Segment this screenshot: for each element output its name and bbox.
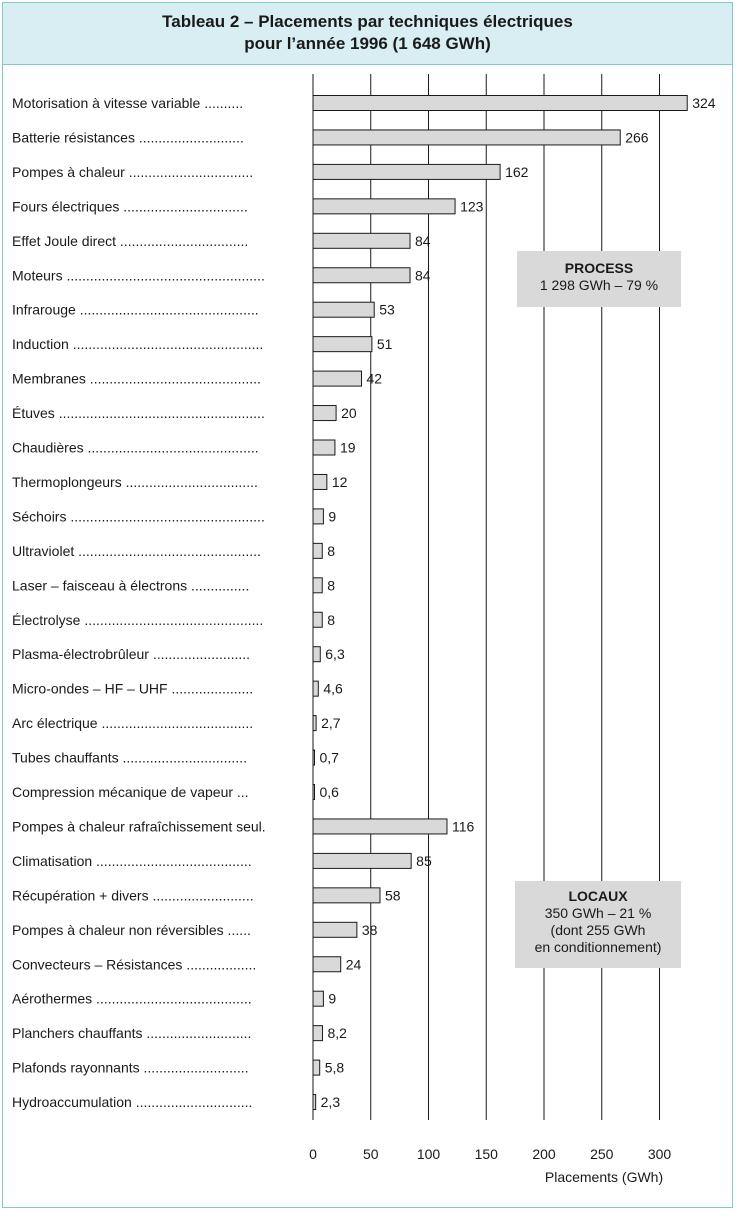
bar bbox=[313, 957, 341, 972]
category-label: Pompes à chaleur ................................ bbox=[12, 163, 254, 180]
bar bbox=[313, 612, 322, 627]
value-label: 84 bbox=[415, 232, 431, 249]
category-label: Étuves ..................................................... bbox=[12, 405, 265, 422]
value-label: 24 bbox=[345, 956, 362, 973]
value-label: 8 bbox=[327, 577, 336, 594]
annotation-locaux bbox=[515, 881, 681, 968]
category-label: Convecteurs – Résistances .................. bbox=[12, 956, 257, 973]
bar bbox=[313, 371, 362, 386]
bar bbox=[313, 337, 372, 352]
bar bbox=[313, 130, 620, 145]
category-label: Tubes chauffants ................................ bbox=[12, 749, 247, 766]
category-label: Pompes à chaleur non réversibles ...... bbox=[12, 921, 251, 938]
value-label: 0,7 bbox=[319, 749, 339, 766]
category-label: Effet Joule direct ................................. bbox=[12, 232, 249, 249]
bar bbox=[313, 991, 323, 1006]
category-label: Moteurs ................................................... bbox=[12, 267, 265, 284]
bar bbox=[313, 716, 316, 731]
category-label: Aérothermes ........................................ bbox=[12, 990, 252, 1007]
value-label: 19 bbox=[339, 439, 356, 456]
bar bbox=[313, 509, 323, 524]
x-tick-label: 250 bbox=[590, 1146, 614, 1162]
value-label: 162 bbox=[505, 163, 529, 180]
bar bbox=[313, 406, 336, 421]
annotation-process bbox=[517, 251, 681, 307]
category-label: Membranes ............................................ bbox=[12, 370, 261, 387]
value-label: 6,3 bbox=[325, 646, 345, 663]
value-label: 12 bbox=[331, 473, 348, 490]
value-label: 116 bbox=[451, 818, 475, 835]
bar bbox=[313, 233, 410, 248]
annotation-process-line: 1 298 GWh – 79 % bbox=[539, 277, 659, 293]
bar bbox=[313, 199, 455, 214]
category-label: Laser – faisceau à électrons ............... bbox=[12, 577, 250, 594]
x-axis bbox=[309, 1146, 671, 1162]
category-label: Batterie résistances ........................... bbox=[12, 129, 244, 146]
category-label: Électrolyse .............................................. bbox=[12, 611, 264, 628]
value-label: 324 bbox=[692, 95, 716, 111]
x-tick-label: 100 bbox=[416, 1146, 441, 1162]
value-label: 2,3 bbox=[320, 1094, 341, 1111]
bar bbox=[313, 647, 320, 662]
category-label: Chaudières ............................................ bbox=[12, 439, 259, 456]
bar bbox=[313, 1060, 320, 1075]
bar bbox=[313, 888, 380, 903]
category-label: Hydroaccumulation .............................. bbox=[12, 1094, 253, 1111]
annotation-locaux-heading: LOCAUX bbox=[568, 888, 628, 904]
bar bbox=[313, 302, 374, 317]
category-label: Infrarouge .............................................. bbox=[12, 301, 259, 318]
value-label: 266 bbox=[625, 129, 649, 146]
bar bbox=[313, 1095, 316, 1110]
bar bbox=[313, 1026, 322, 1041]
x-tick-label: 0 bbox=[309, 1146, 317, 1162]
bar bbox=[313, 681, 318, 696]
value-label: 58 bbox=[384, 887, 401, 904]
value-label: 8 bbox=[327, 542, 336, 559]
category-label: Micro-ondes – HF – UHF ..................... bbox=[12, 680, 254, 697]
category-label: Compression mécanique de vapeur ... bbox=[12, 784, 249, 800]
x-tick-label: 50 bbox=[362, 1146, 379, 1162]
bar bbox=[313, 96, 687, 111]
value-label: 123 bbox=[460, 198, 484, 215]
bar bbox=[313, 785, 315, 800]
value-label: 8 bbox=[327, 611, 336, 628]
bar bbox=[313, 440, 335, 455]
category-label: Motorisation à vitesse variable .......... bbox=[12, 95, 244, 111]
x-tick-label: 300 bbox=[647, 1146, 672, 1162]
value-label: 38 bbox=[361, 921, 378, 938]
category-label: Climatisation ........................................ bbox=[12, 852, 252, 869]
value-label: 9 bbox=[328, 508, 337, 525]
value-label: 85 bbox=[416, 852, 432, 869]
bar bbox=[313, 543, 322, 558]
category-label: Pompes à chaleur rafraîchissement seul. bbox=[12, 818, 266, 835]
value-label: 9 bbox=[328, 990, 337, 1007]
value-label: 5,8 bbox=[324, 1059, 345, 1076]
bar bbox=[313, 164, 500, 179]
category-label: Planchers chauffants ........................... bbox=[12, 1025, 252, 1042]
category-label: Plafonds rayonnants ........................... bbox=[12, 1059, 249, 1076]
value-label: 8,2 bbox=[327, 1025, 347, 1042]
category-label: Ultraviolet ............................................... bbox=[12, 542, 261, 559]
annotation-locaux-line: 350 GWh – 21 % bbox=[544, 905, 652, 921]
x-axis-title: Placements (GWh) bbox=[544, 1169, 664, 1185]
category-label: Récupération + divers .......................... bbox=[12, 887, 254, 904]
x-tick-label: 150 bbox=[474, 1146, 498, 1162]
value-label: 53 bbox=[379, 301, 395, 318]
category-label: Plasma-électrobrûleur ......................... bbox=[12, 646, 251, 663]
value-label: 0,6 bbox=[319, 784, 339, 800]
annotation-process-heading: PROCESS bbox=[564, 260, 634, 276]
category-label: Induction ................................................. bbox=[12, 336, 264, 353]
annotation-locaux-line: en conditionnement) bbox=[534, 939, 662, 955]
category-label: Séchoirs .................................................. bbox=[12, 508, 265, 525]
bar bbox=[313, 819, 447, 834]
bar bbox=[313, 750, 315, 765]
value-label: 2,7 bbox=[321, 715, 341, 732]
chart-subtitle: pour l’année 1996 (1 648 GWh) bbox=[244, 34, 491, 53]
bar bbox=[313, 578, 322, 593]
category-label: Fours électriques ................................ bbox=[12, 198, 248, 215]
annotation-locaux-line: (dont 255 GWh bbox=[550, 922, 646, 938]
value-label: 84 bbox=[415, 267, 431, 284]
x-tick-label: 200 bbox=[532, 1146, 556, 1162]
chart-title: Tableau 2 – Placements par techniques électriques bbox=[162, 12, 573, 31]
value-label: 51 bbox=[376, 336, 393, 353]
bar bbox=[313, 922, 357, 937]
value-label: 4,6 bbox=[323, 680, 343, 697]
bar bbox=[313, 853, 411, 868]
value-label: 20 bbox=[341, 405, 357, 422]
value-label: 42 bbox=[366, 370, 383, 387]
bar bbox=[313, 474, 327, 489]
bar bbox=[313, 268, 410, 283]
category-label: Thermoplongeurs .................................. bbox=[12, 473, 258, 490]
category-label: Arc électrique ....................................... bbox=[12, 715, 254, 732]
